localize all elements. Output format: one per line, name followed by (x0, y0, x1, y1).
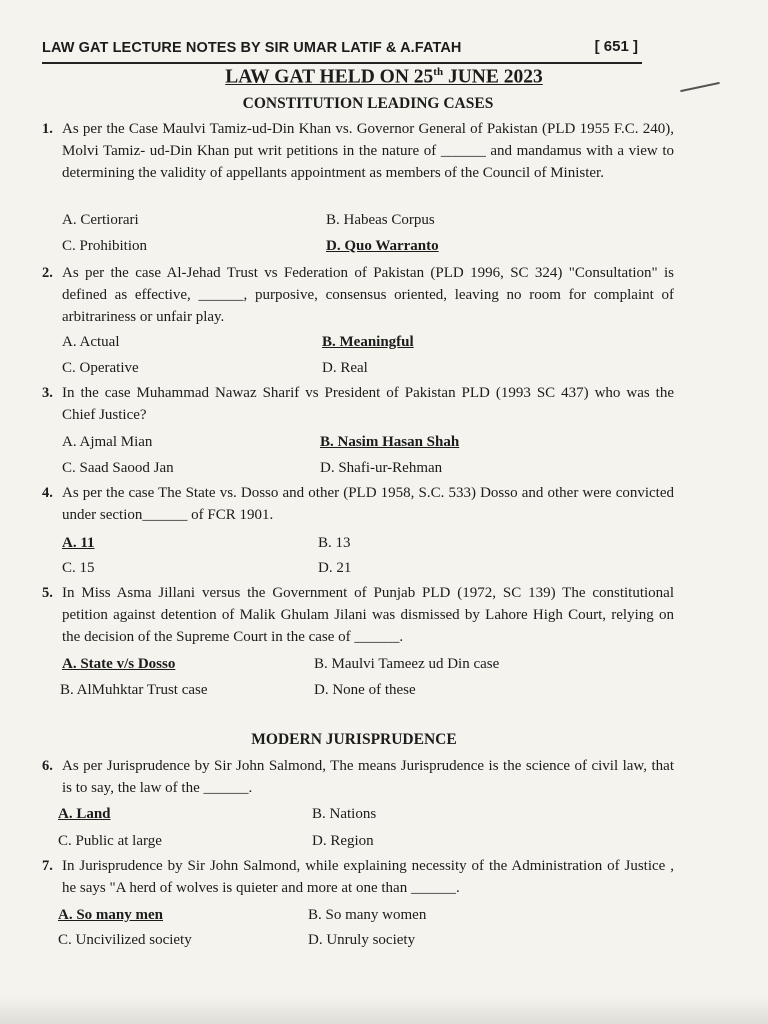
option-a: A. Certiorari (62, 212, 139, 228)
question-number: 1. (42, 121, 53, 137)
option-c: C. Saad Saood Jan (62, 460, 174, 476)
option-d: D. Shafi-ur-Rehman (320, 460, 443, 476)
question-number: 3. (42, 385, 53, 401)
question-5 (42, 582, 674, 648)
question-text: In Miss Asma Jillani versus the Government of Punjab PLD (1972, SC 139) The constitutional petition against detention of Malik Ghulam Jilani was dismissed by Lahore High Court, relying on the decision of the Supreme Court in the case of ______. (62, 585, 674, 645)
option-b: B. 13 (318, 535, 351, 551)
option-c: C. Operative (62, 360, 139, 376)
question-number: 5. (42, 585, 53, 601)
question-1 (42, 118, 674, 184)
question-text: As per the Case Maulvi Tamiz-ud-Din Khan vs. Governor General of Pakistan (PLD 1955 F.C. 240), Molvi Tamiz- ud-Din Khan put writ petitions in the nature of ______ and mandamus with a view to determining the validity of appellants appointment as members of the Council of Minister. (62, 121, 674, 181)
question-text: As per the case The State vs. Dosso and other (PLD 1958, S.C. 533) Dosso and other were convicted under section______ of FCR 1901. (62, 485, 674, 523)
option-a-answer: A. Land (58, 806, 111, 822)
option-b: B. Maulvi Tameez ud Din case (314, 656, 500, 672)
question-number: 2. (42, 265, 53, 281)
option-c: C. Prohibition (62, 238, 148, 254)
question-text: As per the case Al-Jehad Trust vs Federation of Pakistan (PLD 1996, SC 324) "Consultation" is defined as effective, ______, purposive, consensus oriented, leaving no room for complaint of arbitrariness or unfair play. (62, 265, 674, 325)
running-header (42, 38, 642, 64)
question-6 (42, 755, 674, 799)
question-3 (42, 382, 674, 426)
scan-shadow (0, 996, 768, 1024)
exam-title-text: LAW GAT HELD ON 25 (225, 66, 434, 88)
question-text: As per Jurisprudence by Sir John Salmond, The means Jurisprudence is the science of civil law, that is to say, the law of the ______. (62, 758, 674, 796)
option-a-answer: A. 11 (62, 535, 95, 551)
option-d: D. Unruly society (308, 932, 416, 948)
option-c: C. Public at large (58, 833, 162, 849)
option-a: A. Actual (62, 334, 120, 350)
question-number: 7. (42, 858, 53, 874)
question-number: 6. (42, 758, 53, 774)
option-d: D. Real (322, 360, 368, 376)
option-c: C. 15 (62, 560, 95, 576)
section-title-jurisprudence: MODERN JURISPRUDENCE (251, 731, 457, 748)
exam-title-sup: th (433, 66, 444, 78)
question-2 (42, 262, 674, 328)
option-d-answer: D. Quo Warranto (326, 238, 439, 254)
header-title: LAW GAT LECTURE NOTES BY SIR UMAR LATIF & A.FATAH (42, 40, 462, 56)
question-number: 4. (42, 485, 53, 501)
option-a: A. Ajmal Mian (62, 434, 153, 450)
option-c: C. Uncivilized society (58, 932, 192, 948)
exam-title (0, 66, 768, 89)
option-b: B. Habeas Corpus (326, 212, 435, 228)
question-text: In the case Muhammad Nawaz Sharif vs President of Pakistan PLD (1993 SC 437) who was the Chief Justice? (62, 385, 674, 423)
option-d: D. Region (312, 833, 374, 849)
option-c: B. AlMuhktar Trust case (60, 682, 208, 698)
question-text: In Jurisprudence by Sir John Salmond, while explaining necessity of the Administration of Justice , he says "A herd of wolves is quieter and more at one than ______. (62, 858, 674, 896)
page-number: [ 651 ] (594, 38, 638, 55)
exam-title-rest: JUNE 2023 (443, 66, 543, 88)
option-b-answer: B. Meaningful (322, 334, 414, 350)
option-b-answer: B. Nasim Hasan Shah (320, 434, 460, 450)
option-a-answer: A. So many men (58, 907, 164, 923)
section-title-constitution: CONSTITUTION LEADING CASES (242, 95, 494, 112)
question-4 (42, 482, 674, 526)
option-a-answer: A. State v/s Dosso (62, 656, 176, 672)
question-7 (42, 855, 674, 899)
option-d: D. None of these (314, 682, 416, 698)
option-d: D. 21 (318, 560, 352, 576)
option-b: B. So many women (308, 907, 427, 923)
option-b: B. Nations (312, 806, 377, 822)
